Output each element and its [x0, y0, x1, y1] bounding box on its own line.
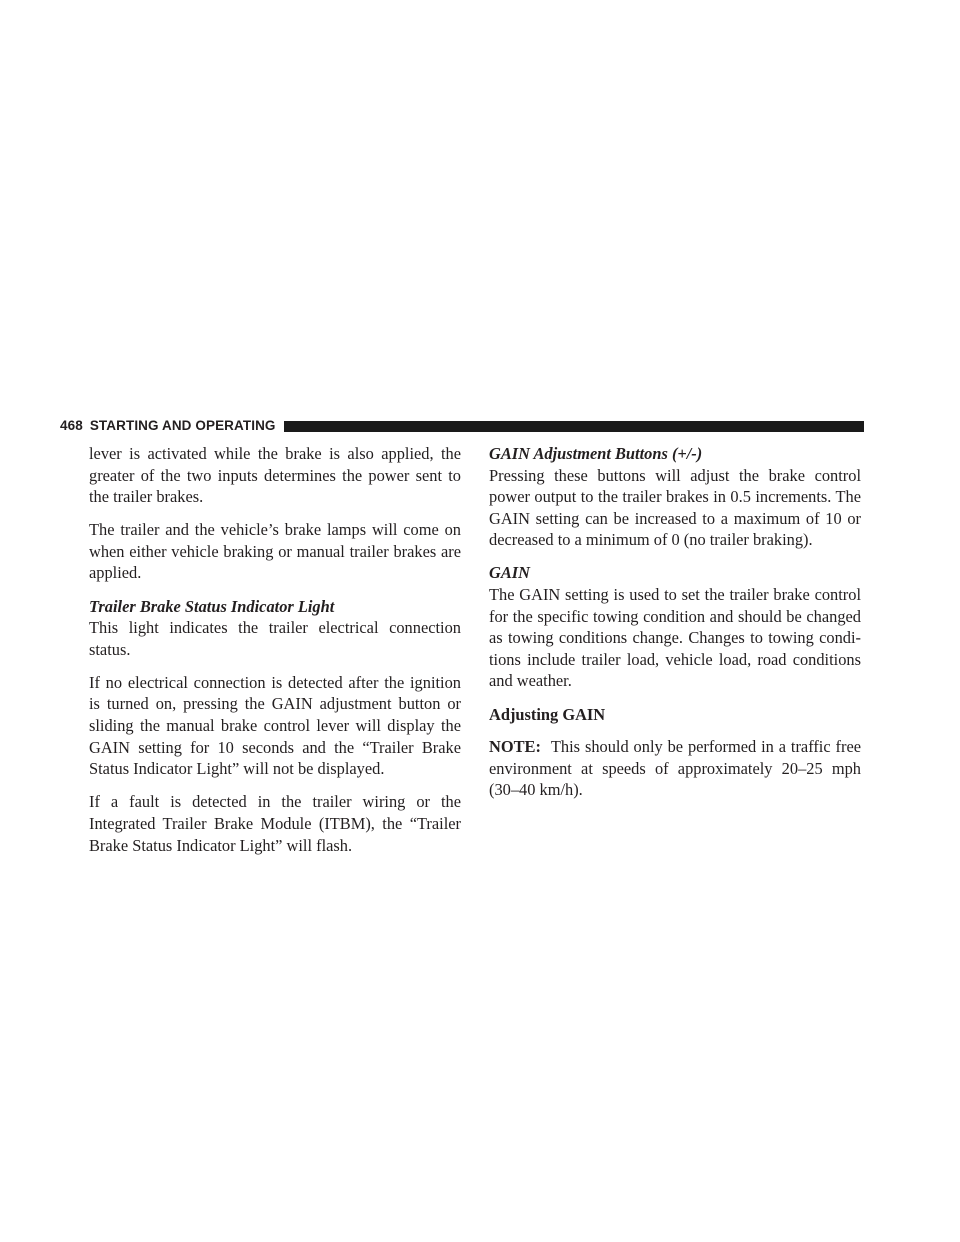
paragraph: If no electrical connection is detected after the ignition is turned on, pressing the GAIN adjustment button or sliding the manual brake control lever will display the GAIN setting for 10 seconds and the “Trailer Brake Status Indicator Light” will not be displayed.	[89, 672, 461, 779]
subheading-trailer-brake-status: Trailer Brake Status Indicator Light	[89, 596, 335, 616]
paragraph: lever is activated while the brake is also applied, the greater of the two inputs determines the power sent to the trailer brakes.	[89, 444, 461, 507]
subheading-gain-buttons: GAIN Adjustment Buttons (+/-)	[489, 444, 703, 463]
page-header	[60, 419, 864, 433]
paragraph: The GAIN setting is used to set the trailer brake control for the specific towing condition and should be changed as towing conditions change. Changes to towing condi-tions include trailer load, vehicle load, road conditions and weather.	[489, 585, 861, 691]
paragraph: Pressing these buttons will adjust the brake control power output to the trailer brakes in 0.5 increments. The GAIN setting can be increased to a maximum of 10 or decreased to a minimum of 0 (no trailer braking).	[489, 465, 861, 550]
paragraph: The trailer and the vehicle’s brake lamps will come on when either vehicle braking or manual trailer brakes are applied.	[89, 520, 461, 583]
heading-adjusting-gain: Adjusting GAIN	[489, 704, 606, 724]
note-label: NOTE:	[489, 737, 541, 757]
note-paragraph	[489, 736, 861, 801]
left-column	[89, 443, 461, 868]
right-column	[489, 443, 861, 812]
subheading-gain: GAIN	[489, 563, 530, 583]
header-rule	[284, 421, 864, 432]
paragraph: This light indicates the trailer electrical connection status.	[89, 618, 461, 659]
paragraph: If a fault is detected in the trailer wiring or the Integrated Trailer Brake Module (ITBM), the “Trailer Brake Status Indicator Light” will flash.	[89, 792, 461, 855]
section-title: STARTING AND OPERATING	[89, 418, 276, 433]
note-text: This should only be performed in a traffic free environment at speeds of approximately 20–25 mph (30–40 km/h).	[489, 737, 861, 800]
page-number: 468	[60, 418, 83, 433]
